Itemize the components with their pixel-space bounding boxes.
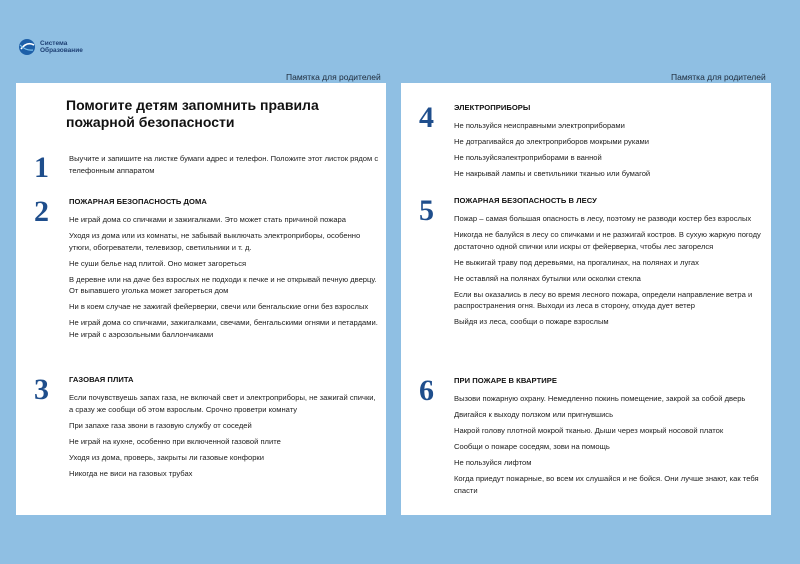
list-item: Накрой голову плотной мокрой тканью. Дыши через мокрый носовой платок: [454, 426, 724, 435]
list-item: Не играй дома со спичками и зажигалками. Это может стать причиной пожара: [69, 215, 346, 224]
section-heading: ПОЖАРНАЯ БЕЗОПАСНОСТЬ ДОМА: [69, 197, 207, 206]
section-number: 4: [419, 101, 434, 134]
list-item: Не пользуйсяэлектроприборами в ванной: [454, 153, 602, 162]
logo-line-1: Система: [40, 39, 68, 47]
section-number: 3: [34, 373, 49, 406]
list-item: Не пользуйся неисправными электроприборами: [454, 121, 625, 130]
section-number: 2: [34, 195, 49, 228]
list-item: Не дотрагивайся до электроприборов мокрыми руками: [454, 137, 650, 146]
logo: [18, 38, 83, 56]
list-item: В деревне или на даче без взрослых не подходи к печке и не открывай печную дверцу. От выпавшего уголька может загореться дом: [69, 274, 377, 295]
right-page-label: Памятка для родителей: [671, 72, 766, 82]
list-item: Двигайся к выходу ползком или пригнувшись: [454, 410, 614, 419]
list-item: При запахе газа звони в газовую службу от соседей: [69, 420, 252, 430]
section-heading: ПРИ ПОЖАРЕ В КВАРТИРЕ: [454, 376, 558, 385]
list-item: Не пользуйся лифтом: [454, 458, 532, 467]
list-item: Когда приедут пожарные, во всем их слушайся и не бойся. Они лучше знают, как тебя спасти: [454, 474, 759, 495]
logo-line-2: Образование: [40, 47, 83, 54]
list-item: Если вы оказались в лесу во время лесного пожара, определи направление ветра и распространения огня. Выходи из леса в сторону, откуда дует ветер: [454, 289, 753, 310]
list-item: Не играй дома со спичками, зажигалками, свечами, бенгальскими огнями и петардами. Не играй с аэрозольными баллончиками: [69, 318, 378, 339]
list-item: Уходя из дома или из комнаты, не забывай выключать электроприборы, особенно утюги, обогреватели, телевизор, светильники и т. д.: [69, 231, 361, 252]
section-heading: ПОЖАРНАЯ БЕЗОПАСНОСТЬ В ЛЕСУ: [454, 196, 597, 205]
list-item: Уходя из дома, проверь, закрыты ли газовые конфорки: [69, 452, 264, 462]
left-page-label: Памятка для родителей: [286, 72, 381, 82]
section-heading: ГАЗОВАЯ ПЛИТА: [69, 375, 134, 384]
page-title: Помогите детям запомнить правила пожарной безопасности: [66, 97, 319, 130]
section-number: 1: [34, 151, 49, 184]
list-item: Не выжигай траву под деревьями, на прогалинах, на полянах и лугах: [454, 257, 699, 267]
list-item: Вызови пожарную охрану. Немедленно покинь помещение, закрой за собой дверь: [454, 394, 746, 403]
list-item: Если почувствуешь запах газа, не включай свет и электроприборы, не зажигай спички, а сразу же сообщи об этом взрослым. Срочно проветри комнату: [69, 393, 376, 414]
list-item: Пожар – самая большая опасность в лесу, поэтому не разводи костер без взрослых: [454, 214, 752, 223]
right-page: [401, 83, 771, 515]
list-item: Не играй на кухне, особенно при включенной газовой плите: [69, 436, 281, 446]
section-number: 6: [419, 374, 434, 407]
logo-text: [40, 40, 83, 55]
globe-logo-icon: [18, 38, 36, 56]
list-item: Не оставляй на полянах бутылки или осколки стекла: [454, 273, 641, 283]
list-item: Никогда не балуйся в лесу со спичками и не разжигай костров. В сухую жаркую погоду достаточно одной спички или искры от фейерверка, чтобы лес загорелся: [454, 230, 761, 251]
list-item: Выучите и запишите на листке бумаги адрес и телефон. Положите этот листок рядом с телефонным аппаратом: [69, 154, 379, 175]
list-item: Сообщи о пожаре соседям, зови на помощь: [454, 442, 610, 451]
left-page: [16, 83, 386, 515]
list-item: Не суши белье над плитой. Оно может загореться: [69, 258, 247, 268]
section-number: 5: [419, 194, 434, 227]
list-item: Ни в коем случае не зажигай фейерверки, свечи или бенгальские огни без взрослых: [69, 302, 369, 311]
list-item: Выйдя из леса, сообщи о пожаре взрослым: [454, 317, 609, 326]
section-heading: ЭЛЕКТРОПРИБОРЫ: [454, 103, 531, 112]
list-item: Не накрывай лампы и светильники тканью или бумагой: [454, 169, 651, 178]
list-item: Никогда не виси на газовых трубах: [69, 468, 193, 478]
